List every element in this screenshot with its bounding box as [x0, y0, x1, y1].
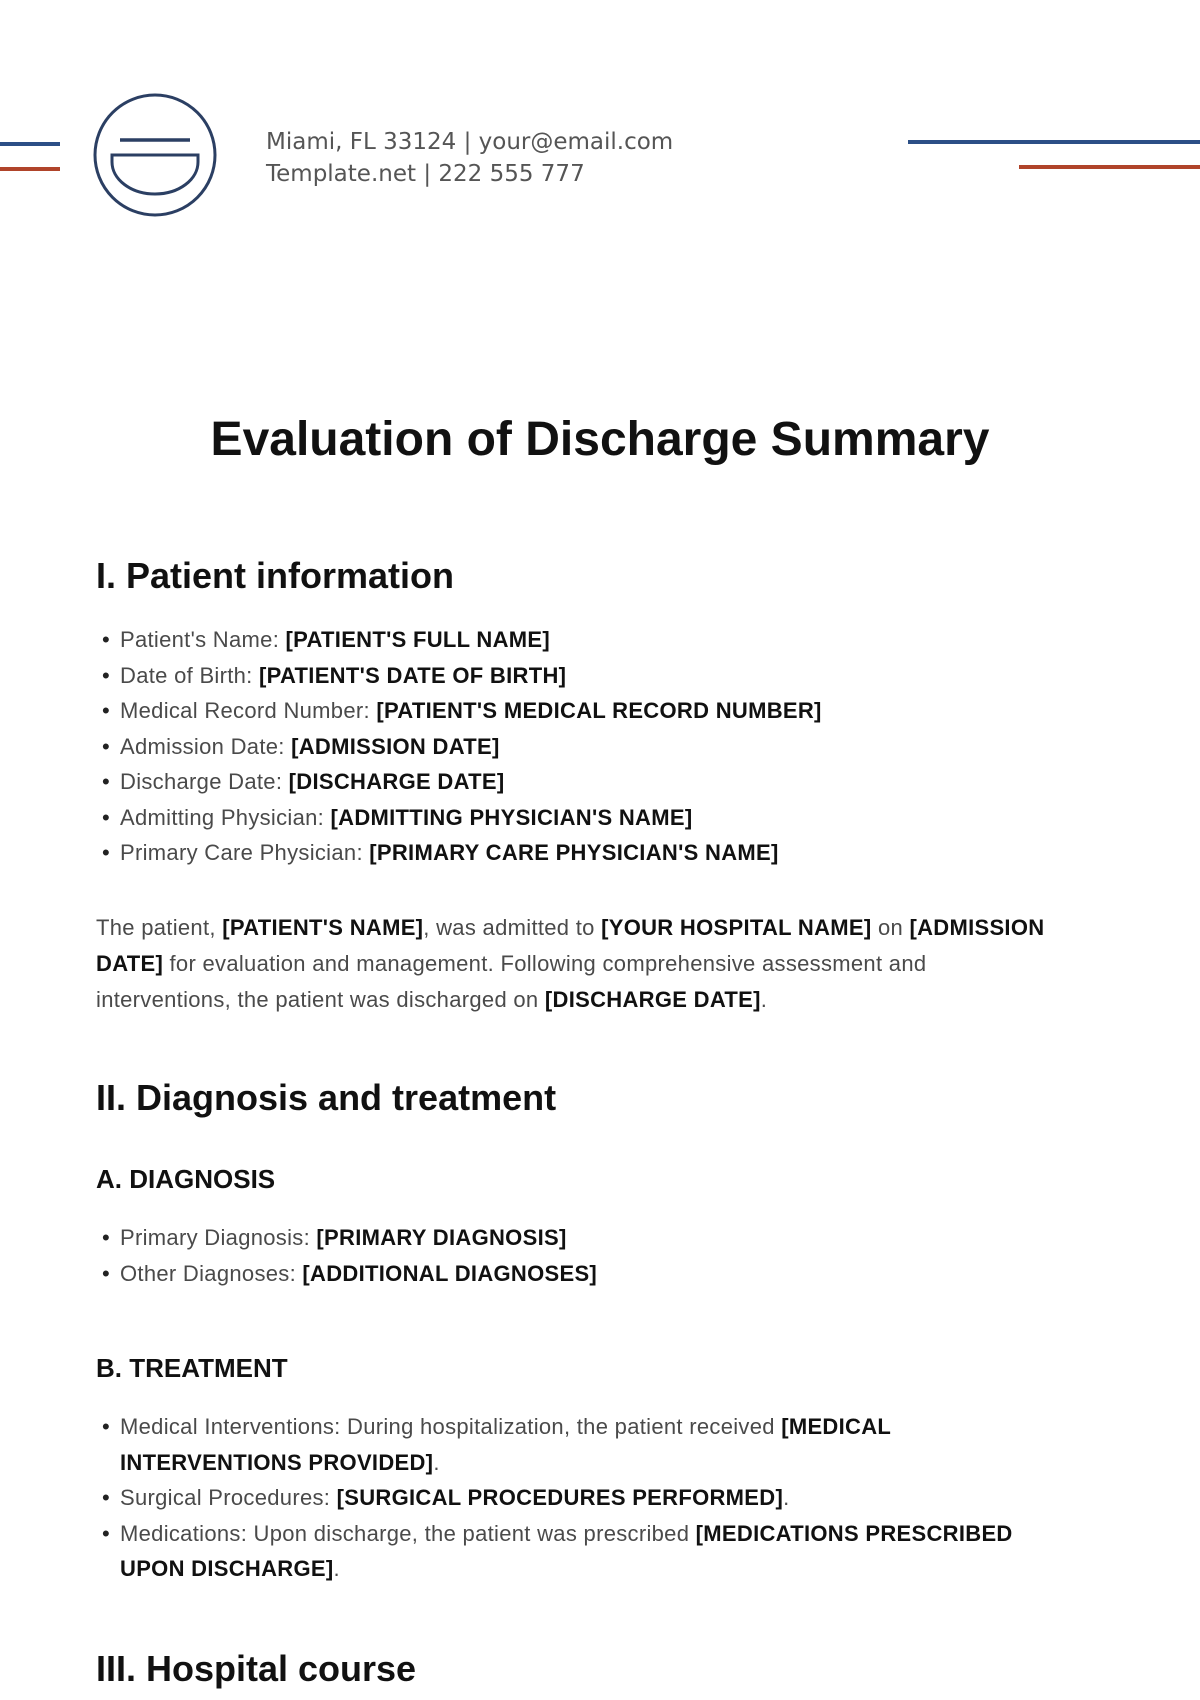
item-label: Patient's Name:	[120, 627, 286, 652]
diagnosis-list	[96, 1220, 1026, 1291]
item-value: [PATIENT'S DATE OF BIRTH]	[259, 662, 567, 688]
item-value: [ADDITIONAL DIAGNOSES]	[302, 1260, 598, 1286]
item-value: [PRIMARY CARE PHYSICIAN'S NAME]	[369, 840, 779, 865]
item-label: Discharge Date:	[120, 769, 289, 794]
item-value: [ADMISSION DATE]	[291, 733, 500, 759]
item-end: .	[333, 1556, 340, 1581]
list-item	[96, 764, 1026, 800]
decorative-line-red-left	[0, 167, 60, 171]
item-value: [PATIENT'S FULL NAME]	[285, 627, 551, 652]
contact-address-email: Miami, FL 33124 | your@email.com	[266, 129, 674, 155]
list-item	[96, 729, 1026, 765]
placeholder: [ADMISSION DATE]	[96, 915, 1045, 976]
text: , was admitted to	[423, 915, 602, 940]
section-heading-diagnosis-treatment: II. Diagnosis and treatment	[96, 1077, 557, 1118]
item-label: Date of Birth:	[120, 662, 260, 688]
patient-info-list	[96, 622, 1026, 871]
decorative-line-blue-left	[0, 142, 60, 146]
placeholder: [YOUR HOSPITAL NAME]	[601, 915, 872, 940]
text: .	[760, 987, 768, 1012]
item-value: [SURGICAL PROCEDURES PERFORMED]	[336, 1485, 784, 1510]
item-label: Primary Diagnosis:	[120, 1225, 317, 1250]
item-end: .	[783, 1485, 790, 1510]
list-item	[96, 658, 1026, 694]
company-logo	[92, 92, 218, 218]
text: The patient,	[96, 915, 223, 940]
item-end: .	[433, 1449, 440, 1475]
list-item	[96, 1516, 1016, 1587]
item-label: Admission Date:	[120, 733, 292, 759]
section-heading-hospital-course: III. Hospital course	[96, 1648, 417, 1689]
text: on	[871, 915, 910, 940]
list-item	[96, 693, 1026, 729]
item-label: Medical Record Number:	[120, 698, 377, 723]
admission-summary-paragraph	[96, 910, 1056, 1018]
section-heading-patient-info: I. Patient information	[96, 555, 455, 596]
list-item	[96, 1409, 1016, 1480]
list-item	[96, 1480, 1016, 1516]
subheading-treatment: B. TREATMENT	[96, 1353, 288, 1383]
list-item	[96, 1256, 1026, 1292]
item-label: Primary Care Physician:	[120, 840, 370, 865]
item-value: [DISCHARGE DATE]	[288, 769, 505, 794]
placeholder: [PATIENT'S NAME]	[222, 915, 424, 940]
item-value: [ADMITTING PHYSICIAN'S NAME]	[330, 804, 693, 830]
treatment-list	[96, 1409, 1016, 1587]
item-label: Admitting Physician:	[120, 804, 331, 830]
placeholder: [DISCHARGE DATE]	[544, 987, 761, 1012]
document-title: Evaluation of Discharge Summary	[210, 413, 990, 466]
list-item	[96, 622, 1026, 658]
list-item	[96, 1220, 1026, 1256]
list-item	[96, 835, 1026, 871]
contact-website-phone: Template.net | 222 555 777	[266, 161, 585, 187]
item-label: Other Diagnoses:	[120, 1260, 303, 1286]
decorative-line-red-right	[1019, 165, 1200, 169]
item-label: Surgical Procedures:	[120, 1485, 337, 1510]
item-value: [PATIENT'S MEDICAL RECORD NUMBER]	[376, 698, 822, 723]
item-value: [MEDICAL INTERVENTIONS PROVIDED]	[120, 1414, 891, 1475]
text: for evaluation and management. Following comprehensive assessment and interventions, the patient was discharged on	[96, 951, 927, 1012]
item-value: [MEDICATIONS PRESCRIBED UPON DISCHARGE]	[120, 1520, 1013, 1581]
decorative-line-blue-right	[908, 140, 1200, 144]
item-label: Medical Interventions: During hospitalization, the patient received	[120, 1414, 782, 1439]
list-item	[96, 800, 1026, 836]
item-value: [PRIMARY DIAGNOSIS]	[316, 1225, 567, 1250]
item-label: Medications: Upon discharge, the patient was prescribed	[120, 1520, 696, 1546]
subheading-diagnosis: A. DIAGNOSIS	[96, 1164, 276, 1194]
